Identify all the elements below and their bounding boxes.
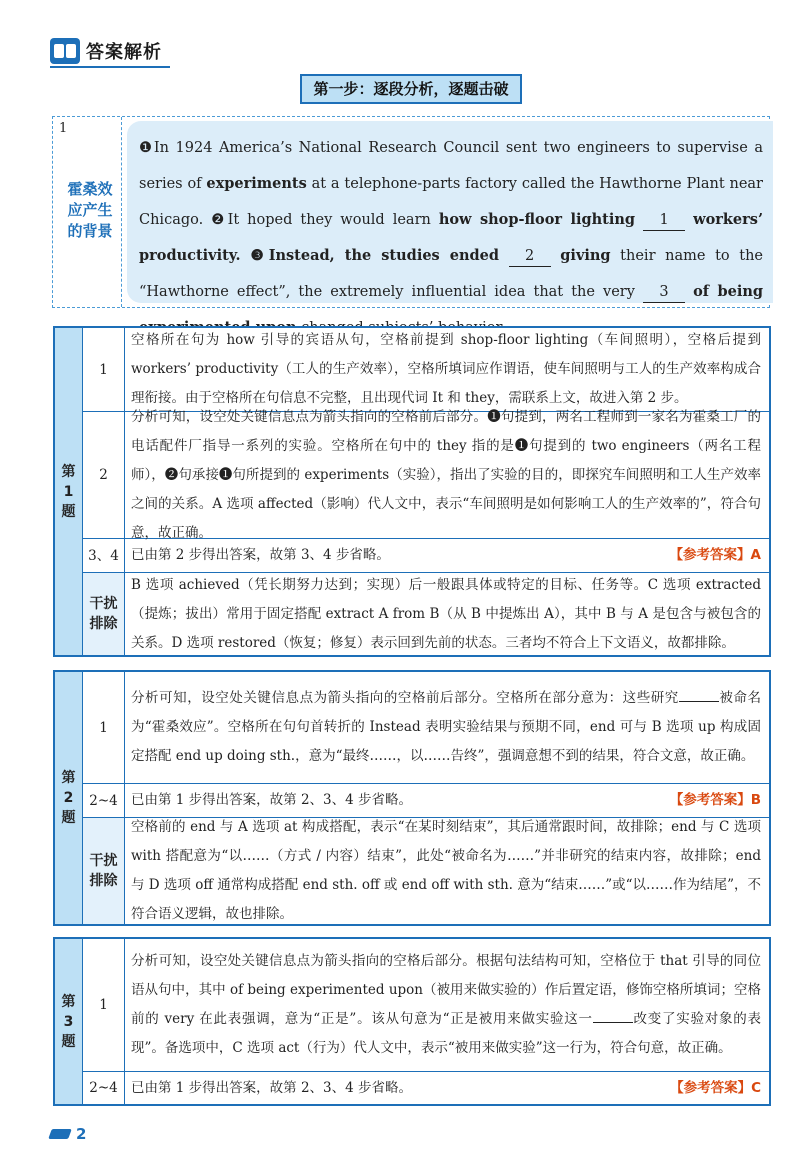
passage-box <box>52 116 770 308</box>
table-row: 1 分析可知，设空处关键信息点为箭头指向的空格后部分。根据句法结构可知，空格位于 that 引导的同位语从句中，其中 of being experimented upon（被用来做实验的）作后置定语，修饰空格所填词；空格前的 very 在此表强调，意为“正是”。该从句意为“正是被用来做实验这一 改变了实验对象的表现”。备选项中，C 选项 act（行为）代人文中，表示“被用来做实验”这一行为，符合句意，故正确。 <box>83 939 769 1072</box>
table-row: 1 分析可知，设空处关键信息点为箭头指向的空格前后部分。空格所在部分意为：这些研究 被命名为“霍桑效应”。空格所在句句首转折的 Instead 表明实验结果与预期不同，end 可与 B 选项 up 构成固定搭配 end up doing sth.，意为“最终……，以……告终”，强调意想不到的结果，符合文意，故正确。 <box>83 672 769 784</box>
answer-badge: 【参考答案】B <box>669 792 761 808</box>
page-number: 2 <box>76 1125 87 1143</box>
answer-badge: 【参考答案】A <box>669 547 761 563</box>
passage-divider <box>121 117 122 307</box>
blank-2: 2 <box>509 246 551 267</box>
table-row: 1 空格所在句为 how 引导的宾语从句，空格前提到 shop-floor lighting（车间照明），空格后提到 workers’ productivity（工人的生产效率），空格所填词应作谓语，使车间照明与工人的生产效率构成合理衔接。由于空格所在句信息不完整，且出现代词 It 和 they，需联系上文，故进入第 2 步。 <box>83 328 769 412</box>
question-2-label: 第 2 题 <box>55 672 83 924</box>
table-row: 2~4 已由第 1 步得出答案，故第 2、3、4 步省略。 【参考答案】C <box>83 1072 769 1104</box>
section-header <box>50 38 162 64</box>
question-2-table <box>53 670 771 926</box>
table-row: 干扰 排除 B 选项 achieved（凭长期努力达到；实现）后一般跟具体或特定的目标、任务等。C 选项 extracted（提炼；拔出）常用于固定搭配 extract A from B（从 B 中提炼出 A），其中 B 与 A 是包含与被包含的关系。D 选项 restored（恢复；修复）表示回到先前的状态。三者均不符合上下文语义，故都排除。 <box>83 573 769 655</box>
passage-side-label: 霍桑效 应产生 的背景 <box>67 180 113 240</box>
question-3-table <box>53 937 771 1106</box>
page-footer <box>50 1125 86 1143</box>
blank-1: 1 <box>643 210 685 231</box>
table-row: 2 分析可知，设空处关键信息点为箭头指向的空格前后部分。❶句提到，两名工程师到一家名为霍桑工厂的电话配件厂指导一系列的实验。空格所在句中的 they 指的是❶句提到的 two engineers（两名工程师），❷句承接❶句所提到的 experiments（实验），指出了实验的目的，即探究车间照明和工人生产效率之间的关系。A 选项 affected（影响）代人文中，表示“车间照明是如何影响工人的生产效率的”，符合句意，故正确。 <box>83 412 769 539</box>
header-underline <box>50 66 170 68</box>
section-title: 答案解析 <box>86 42 162 63</box>
question-1-table <box>53 326 771 657</box>
book-icon <box>50 38 80 64</box>
question-1-label: 第 1 题 <box>55 328 83 655</box>
table-row: 3、4 已由第 2 步得出答案，故第 3、4 步省略。 【参考答案】A <box>83 539 769 573</box>
table-row: 干扰 排除 空格前的 end 与 A 选项 at 构成搭配，表示“在某时刻结束”，其后通常跟时间，故排除；end 与 C 选项 with 搭配意为“以……（方式 / 内容）结束”，此处“被命名为……”并非研究的结束内容，故排除；end 与 D 选项 off 通常构成搭配 end sth. off 或 end off with sth. 意为“结束……”或“以……作为结尾”，不符合语义逻辑，故也排除。 <box>83 818 769 924</box>
passage-number: 1 <box>59 121 68 136</box>
blank-3: 3 <box>643 282 685 303</box>
step-title: 第一步：逐段分析，逐题击破 <box>300 74 522 104</box>
question-3-label: 第 3 题 <box>55 939 83 1104</box>
table-row: 2~4 已由第 1 步得出答案，故第 2、3、4 步省略。 【参考答案】B <box>83 784 769 818</box>
passage-text: ❶In 1924 America’s National Research Council sent two engineers to supervise a series of experiments at a telephone-parts factory called the Hawthorne Plant near Chicago. ❷It hoped they would learn how shop-floor lighting 1 workers’ productivity. ❸Instead, the studies ended 2 giving their name to the “Hawthorne effect”, the extremely influential idea that the very 3 of being <box>127 121 773 303</box>
graduation-cap-icon <box>48 1129 72 1139</box>
answer-badge: 【参考答案】C <box>670 1079 761 1096</box>
